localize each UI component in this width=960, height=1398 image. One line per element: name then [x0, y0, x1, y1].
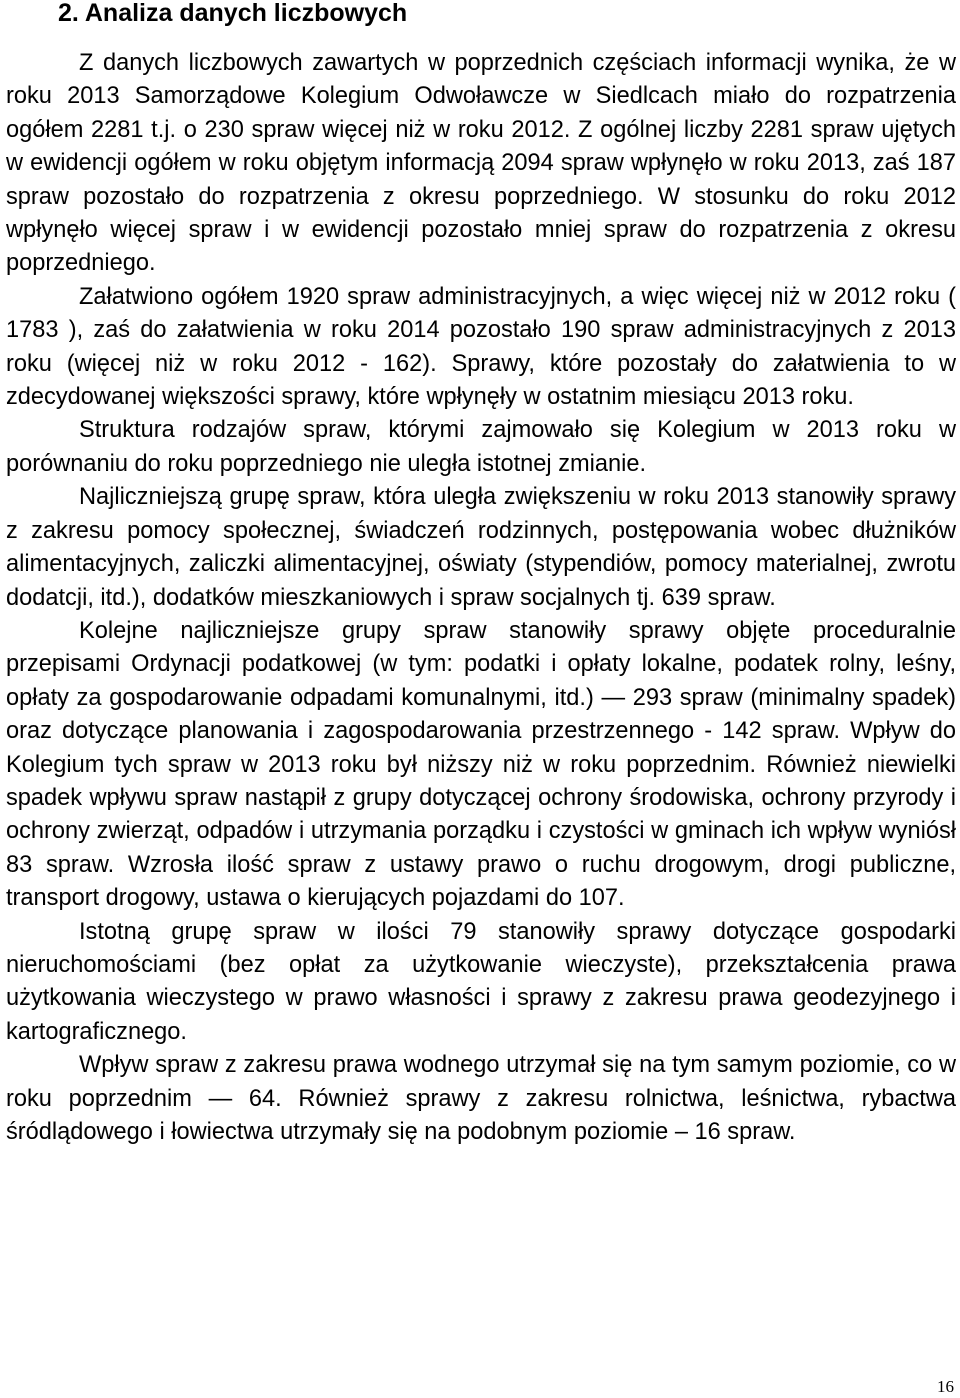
paragraph: Istotną grupę spraw w ilości 79 stanowiły sprawy dotyczące gospodarki nieruchomościami (bez opłat za użytkowanie wieczyste), przekształcenia prawa użytkowania wieczystego w prawo własności i sprawy z zakresu prawa geodezyjnego i kartograficznego.: [6, 918, 956, 1045]
body-text: [6, 47, 956, 1149]
section-heading: 2. Analiza danych liczbowych: [58, 0, 408, 27]
paragraph: Z danych liczbowych zawartych w poprzednich częściach informacji wynika, że w roku 2013 Samorządowe Kolegium Odwoławcze w Siedlcach miało do rozpatrzenia ogółem 2281 t.j. o 230 spraw więcej niż w roku 2012. Z ogólnej liczby 2281 spraw ujętych w ewidencji ogółem w roku objętym informacją 2094 spraw wpłynęło w roku 2013, zaś 187 spraw pozostało do rozpatrzenia z okresu poprzedniego. W stosunku do roku 2012 wpłynęło więcej spraw i w ewidencji pozostało mniej spraw do rozpatrzenia z okresu poprzedniego.: [6, 50, 956, 277]
paragraph: Kolejne najliczniejsze grupy spraw stanowiły sprawy objęte proceduralnie przepisami Ordynacji podatkowej (w tym: podatki i opłaty lokalne, podatek rolny, leśny, opłaty za gospodarowanie odpadami komunalnymi, itd.) — 293 spraw (minimalny spadek) oraz dotyczące planowania i zagospodarowania przestrzennego - 142 spraw. Wpływ do Kolegium tych spraw w 2013 roku był niższy niż w roku poprzednim. Również niewielki spadek wpływu spraw nastąpił z grupy dotyczącej ochrony środowiska, ochrony przyrody i ochrony zwierząt, odpadów i utrzymania porządku i czystości w gminach ich wpływ wyniósł 83 spraw. Wzrosła ilość spraw z ustawy prawo o ruchu drogowym, drogi publiczne, transport drogowy, ustawa o kierujących pojazdami do 107.: [6, 617, 956, 912]
paragraph: Wpływ spraw z zakresu prawa wodnego utrzymał się na tym samym poziomie, co w roku poprzednim — 64. Również sprawy z zakresu rolnictwa, leśnictwa, rybactwa śródlądowego i łowiectwa utrzymały się na podobnym poziomie – 16 spraw.: [6, 1052, 956, 1145]
page-number: 16: [937, 1377, 954, 1396]
paragraph: Najliczniejszą grupę spraw, która uległa zwiększeniu w roku 2013 stanowiły sprawy z zakresu pomocy społecznej, świadczeń rodzinnych, postępowania wobec dłużników alimentacyjnych, zaliczki alimentacyjnej, oświaty (stypendiów, pomocy materialnej, zwrotu dodatcji, itd.), dodatków mieszkaniowych i spraw socjalnych tj. 639 spraw.: [6, 484, 956, 611]
paragraph: Załatwiono ogółem 1920 spraw administracyjnych, a więc więcej niż w 2012 roku ( 1783 ), zaś do załatwienia w roku 2014 pozostało 190 spraw administracyjnych z 2013 roku (więcej niż w roku 2012 - 162). Sprawy, które pozostały do załatwienia to w zdecydowanej większości sprawy, które wpłynęły w ostatnim miesiącu 2013 roku.: [6, 283, 956, 411]
paragraph: Struktura rodzajów spraw, którymi zajmowało się Kolegium w 2013 roku w porównaniu do roku poprzedniego nie uległa istotnej zmianie.: [6, 417, 956, 477]
